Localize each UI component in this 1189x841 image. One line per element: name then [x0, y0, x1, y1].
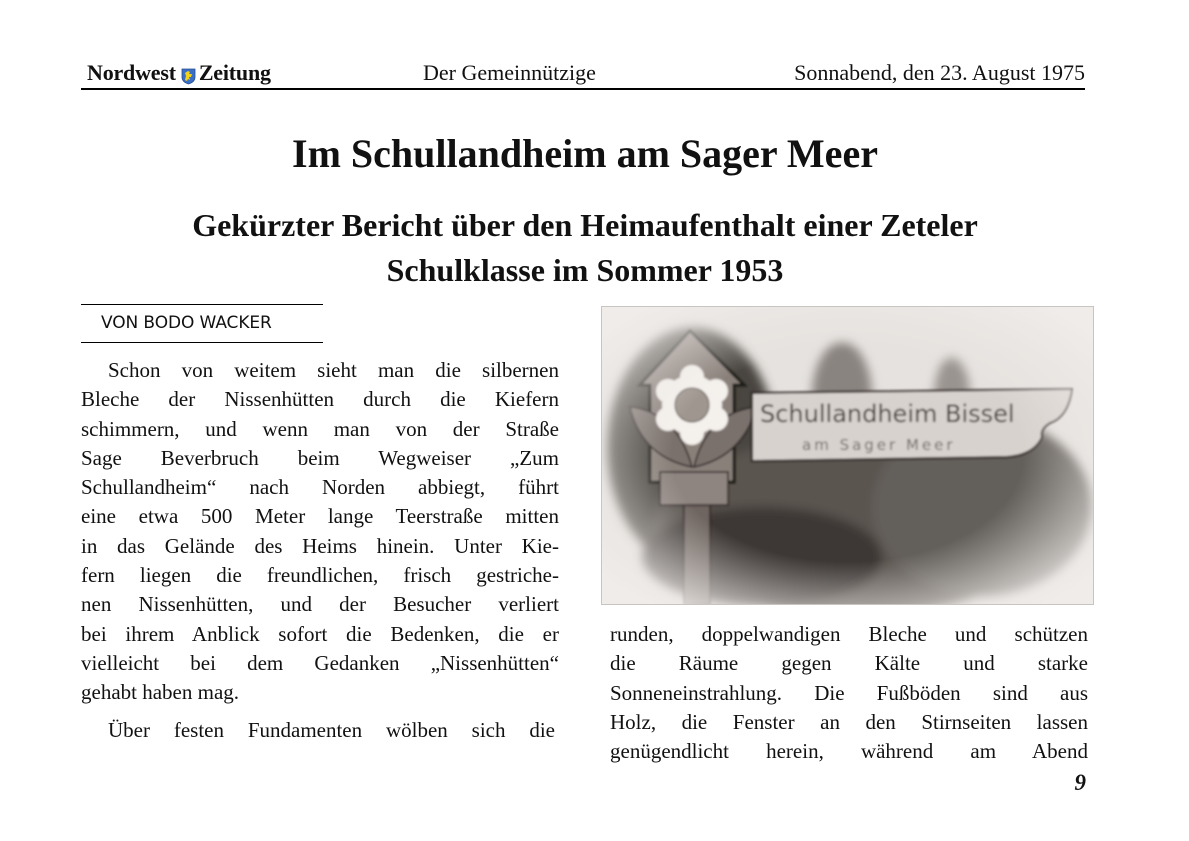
subheadline-line: Gekürzter Bericht über den Heimaufenthalt einer Zeteler: [192, 207, 978, 243]
byline: VON BODO WACKER: [101, 313, 272, 333]
article-headline: Im Schullandheim am Sager Meer: [292, 131, 878, 176]
page-number: 9: [1074, 770, 1086, 795]
text-line: eine etwa 500 Meter lange Teerstraße mitten: [81, 504, 559, 529]
text-line: Sonneneinstrahlung. Die Fußböden sind aus: [610, 680, 1088, 705]
header-rule: [81, 88, 1085, 90]
text-line: Bleche der Nissenhütten durch die Kiefern: [81, 387, 559, 412]
text-line: Holz, die Fenster an den Stirnseiten lassen: [610, 709, 1088, 734]
byline-rule-bottom: [81, 342, 323, 343]
article-column-left: [81, 356, 559, 745]
paragraph: [610, 620, 1088, 766]
text-line: Über festen Fundamenten wölben sich die: [108, 717, 555, 742]
text-line: Sage Beverbruch beim Wegweiser „Zum: [81, 445, 559, 470]
text-line: fern liegen die freundlichen, frisch gestriche-: [81, 563, 559, 588]
text-line: runden, doppelwandigen Bleche und schützen: [610, 622, 1088, 646]
text-line: nen Nissenhütten, und der Besucher verliert: [81, 592, 559, 617]
paragraph: [81, 356, 559, 708]
text-line: in das Gelände des Heims hinein. Unter Kie-: [81, 533, 559, 558]
text-line: gehabt haben mag.: [81, 680, 240, 705]
article-column-right: [610, 620, 1088, 766]
byline-rule-top: [81, 304, 323, 305]
text-line: genügendlicht herein, während am Abend: [610, 739, 1088, 764]
subheadline-line: Schulklasse im Sommer 1953: [386, 252, 784, 288]
section-title: Der Gemeinnützige: [423, 60, 596, 85]
text-line: die Räume gegen Kälte und starke: [610, 651, 1088, 676]
text-line: Schullandheim“ nach Norden abbiegt, führt: [81, 475, 559, 500]
masthead-name-left: Nordwest: [87, 60, 176, 85]
article-subheadline: [0, 203, 1170, 293]
text-line: vielleicht bei dem Gedanken „Nissenhütten“: [81, 650, 559, 675]
text-line: Schon von weitem sieht man die silbernen: [108, 358, 559, 382]
masthead-name-right: Zeitung: [198, 60, 271, 85]
paragraph: [81, 716, 559, 745]
coat-of-arms-icon: [181, 65, 196, 82]
article-photo: [601, 306, 1094, 605]
issue-date: Sonnabend, den 23. August 1975: [794, 60, 1085, 85]
text-line: schimmern, und wenn man von der Straße: [81, 416, 559, 441]
newspaper-masthead: [87, 60, 271, 86]
text-line: bei ihrem Anblick sofort die Bedenken, die er: [81, 621, 559, 646]
